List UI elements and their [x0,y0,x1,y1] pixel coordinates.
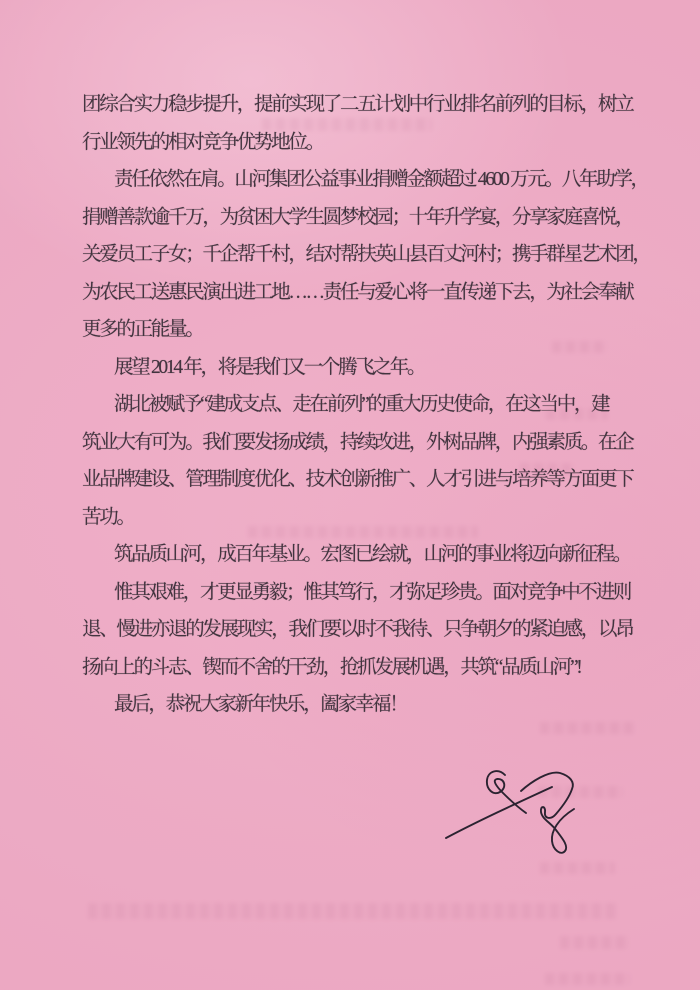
text-line: 团综合实力稳步提升，提前实现了二五计划中行业排名前列的目标，树立 [82,94,633,115]
text-line: 最后，恭祝大家新年快乐，阖家幸福！ [114,694,407,715]
text-line: 更多的正能量。 [82,319,203,340]
text-line: 展望 2014 年，将是我们又一个腾飞之年。 [114,356,425,378]
text-line: 为农民工送惠民演出进工地……责任与爱心将一直传递下去，为社会奉献 [82,281,633,303]
signature-stroke [446,787,552,838]
text-line: 捐赠善款逾千万，为贫困大学生圆梦校园；十年升学宴，分享家庭喜悦， [82,206,633,228]
text-line: 行业领先的相对竞争优势地位。 [82,131,323,153]
text-line: 关爱员工子女；千企帮千村，结对帮扶英山县百丈河村；携手群星艺术团， [82,244,650,265]
text-line: 惟其艰难，才更显勇毅；惟其笃行，才弥足珍贵。面对竞争中不进则 [114,581,631,603]
signature-stroke [521,773,574,853]
text-line: 业品牌建设、管理制度优化、技术创新推广、人才引进与培养等方面更下 [82,469,633,490]
signature-stroke [487,771,526,813]
text-line: 筑品质山河，成百年基业。宏图已绘就，山河的事业将迈向新征程。 [114,544,631,565]
text-line: 退、慢进亦退的发展现实，我们要以时不我待、只争朝夕的紧迫感，以昂 [82,619,633,640]
text-line: 责任依然在肩。山河集团公益事业捐赠金额超过 4600 万元。八年助学， [114,169,648,190]
text-line: 苦功。 [82,506,134,528]
text-line: 湖北被赋予“建成支点、走在前列”的重大历史使命，在这当中，建 [114,394,609,415]
text-line: 扬向上的斗志、锲而不舍的干劲，抢抓发展机遇，共筑“品质山河”! [82,656,581,678]
text-line: 筑业大有可为。我们要发扬成绩，持续改进，外树品牌，内强素质。在企 [82,431,633,453]
